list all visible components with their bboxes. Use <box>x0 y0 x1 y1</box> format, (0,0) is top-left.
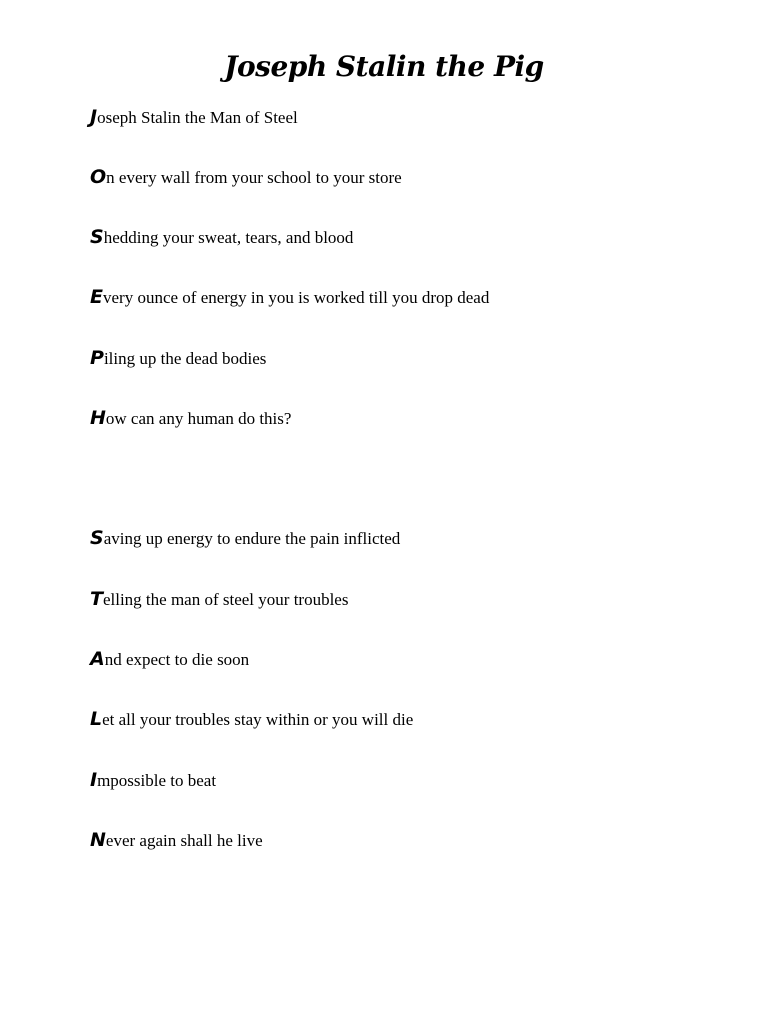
line-text: elling the man of steel your troubles <box>102 590 349 609</box>
acrostic-initial: N <box>90 829 106 851</box>
line-text: nd expect to die soon <box>104 650 250 669</box>
acrostic-initial: P <box>90 347 104 369</box>
line-text: et all your troubles stay within or you will die <box>102 710 414 729</box>
poem-line <box>90 527 400 550</box>
poem-line <box>90 286 489 309</box>
acrostic-initial: A <box>90 648 105 670</box>
poem-line <box>90 106 298 129</box>
acrostic-initial: I <box>90 769 98 791</box>
poem-line <box>90 407 291 430</box>
poem-line <box>90 347 266 370</box>
poem-line <box>90 648 249 671</box>
line-text: mpossible to beat <box>97 771 217 790</box>
acrostic-initial: T <box>90 588 103 610</box>
line-text: hedding your sweat, tears, and blood <box>103 228 354 247</box>
line-text: iling up the dead bodies <box>103 349 267 368</box>
acrostic-initial: S <box>90 226 104 248</box>
poem-line <box>90 166 402 189</box>
poem-line <box>90 769 216 792</box>
acrostic-initial: J <box>90 106 98 128</box>
line-text: aving up energy to endure the pain inflicted <box>103 529 401 548</box>
poem-line <box>90 226 353 249</box>
acrostic-initial: S <box>90 527 104 549</box>
acrostic-initial: L <box>90 708 103 730</box>
line-text: ow can any human do this? <box>105 409 292 428</box>
poem-line <box>90 588 348 611</box>
acrostic-initial: H <box>90 407 106 429</box>
line-text: ever again shall he live <box>105 831 263 850</box>
page-title: Joseph Stalin the Pig <box>224 50 544 83</box>
line-text: very ounce of energy in you is worked till you drop dead <box>102 288 490 307</box>
acrostic-initial: O <box>90 166 107 188</box>
line-text: n every wall from your school to your store <box>106 168 402 187</box>
line-text: oseph Stalin the Man of Steel <box>97 108 298 127</box>
acrostic-initial: E <box>90 286 103 308</box>
poem-line <box>90 708 413 731</box>
poem-line <box>90 829 263 852</box>
